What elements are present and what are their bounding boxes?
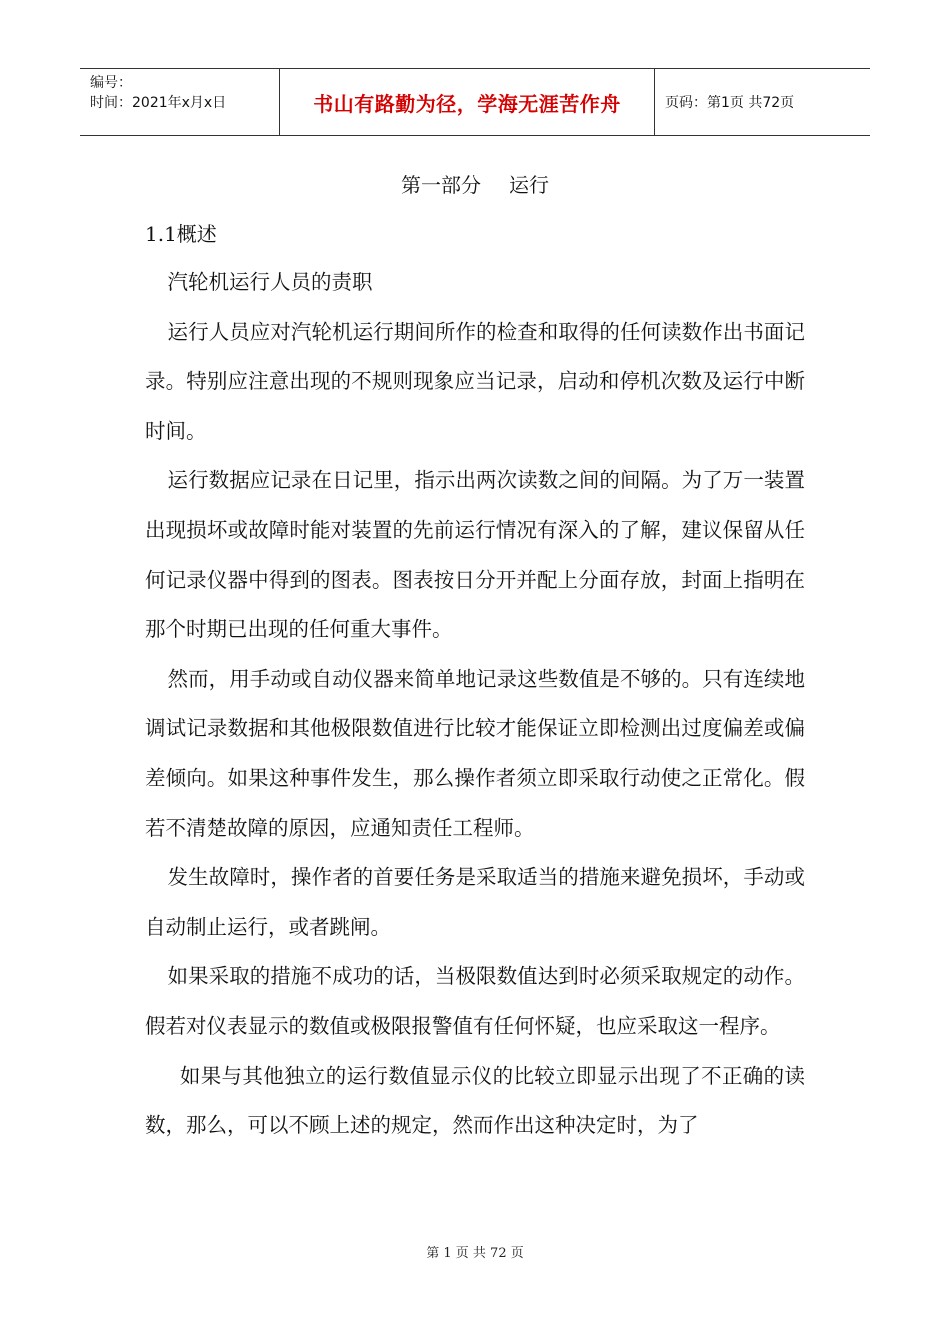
part-title-number: 第一部分: [401, 173, 481, 197]
header-page-info: 页码：第1页 共72页: [665, 95, 795, 111]
paragraph: 运行人员应对汽轮机运行期间所作的检查和取得的任何读数作出书面记录。特别应注意出现的不规则现象应当记录，启动和停机次数及运行中断时间。: [145, 319, 805, 443]
paragraph: 运行数据应记录在日记里，指示出两次读数之间的间隔。为了万一装置出现损坏或故障时能对装置的先前运行情况有深入的了解，建议保留从任何记录仪器中得到的图表。图表按日分开并配上分面存放，封面上指明在那个时期已出现的任何重大事件。: [145, 468, 805, 642]
section-heading: 1.1概述: [145, 222, 217, 246]
part-title-name: 运行: [509, 173, 549, 197]
paragraph: 如果采取的措施不成功的话，当极限数值达到时必须采取规定的动作。假若对仪表显示的数值或极限报警值有任何怀疑，也应采取这一程序。: [145, 964, 805, 1038]
paragraph: 发生故障时，操作者的首要任务是采取适当的措施来避免损坏，手动或自动制止运行，或者跳闸。: [145, 865, 805, 939]
part-title: [145, 160, 805, 210]
subheading: 汽轮机运行人员的责职: [167, 270, 373, 294]
document-body: [145, 160, 805, 1151]
header-meta: [80, 69, 280, 135]
time-label: 时间：2021年x月x日: [90, 95, 227, 111]
page-footer: 第 1 页 共 72 页: [426, 1246, 524, 1261]
paragraph: 然而，用手动或自动仪器来简单地记录这些数值是不够的。只有连续地调试记录数据和其他极限数值进行比较才能保证立即检测出过度偏差或偏差倾向。如果这种事件发生，那么操作者须立即采取行动使之正常化。假若不清楚故障的原因，应通知责任工程师。: [145, 666, 805, 840]
header-motto: 书山有路勤为径，学海无涯苦作舟: [280, 69, 655, 135]
number-label: 编号：: [90, 75, 132, 91]
paragraph: 如果与其他独立的运行数值显示仪的比较立即显示出现了不正确的读数，那么，可以不顾上述的规定，然而作出这种决定时，为了: [145, 1063, 805, 1138]
document-header: [80, 68, 870, 136]
